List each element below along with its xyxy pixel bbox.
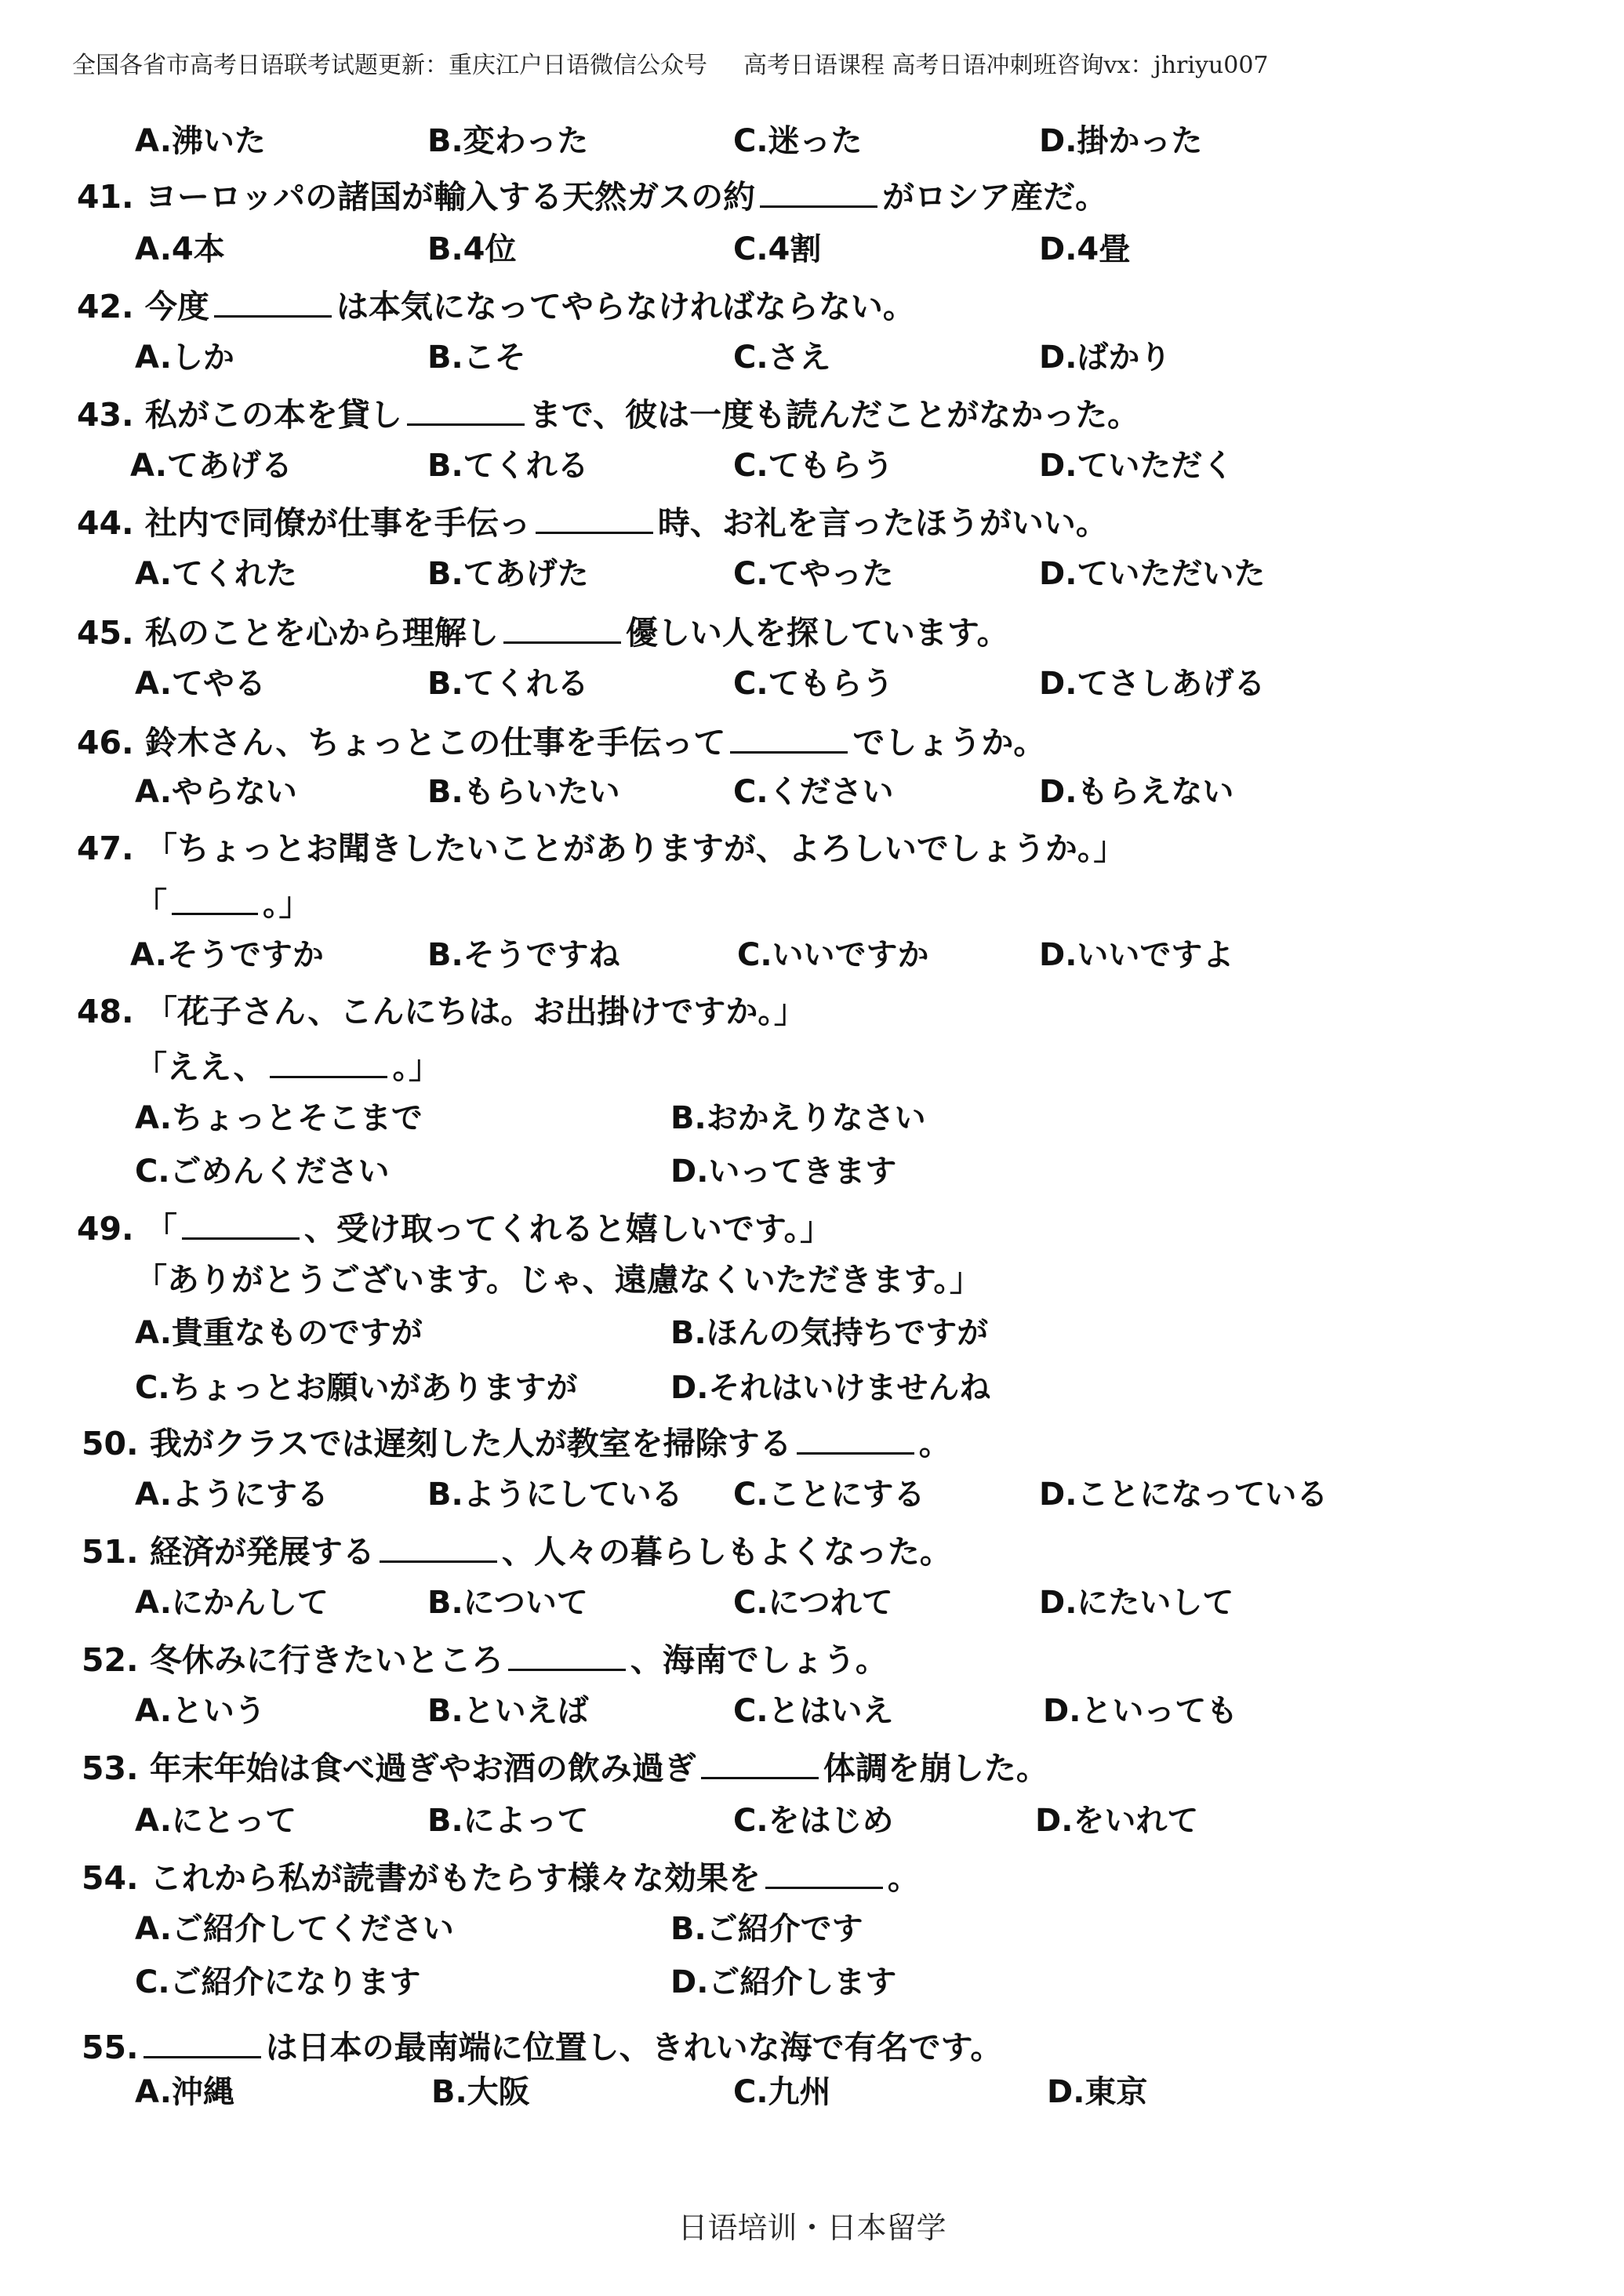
q55-option-c: C.九州	[733, 2074, 831, 2110]
q54-stem-start: 54. これから私が読書がもたらす様々な効果を	[82, 1859, 761, 1897]
q44-option-c: C.てやった	[733, 556, 894, 592]
q50-stem-end: 。	[918, 1425, 951, 1462]
q50-stem-start: 50. 我がクラスでは遅刻した人が教室を掃除する	[82, 1425, 792, 1462]
q54-blank	[765, 1860, 883, 1889]
q40-option-a: A.沸いた	[135, 123, 266, 159]
q45-option-c: C.てもらう	[733, 666, 894, 702]
q53-option-d: D.をいれて	[1035, 1803, 1199, 1839]
q47-blank	[172, 886, 258, 915]
q52-stem-end: 、海南でしょう。	[630, 1641, 888, 1679]
q50-option-c: C.ことにする	[733, 1477, 925, 1513]
q52-stem-start: 52. 冬休みに行きたいところ	[82, 1641, 503, 1679]
q44-option-d: D.ていただいた	[1039, 556, 1266, 592]
page-header	[72, 45, 1562, 80]
q51-option-a: A.にかんして	[135, 1585, 329, 1621]
q43-stem-start: 43. 私がこの本を貸し	[77, 396, 402, 434]
q49-stem-end: 、受け取ってくれると嬉しいです。」	[303, 1210, 833, 1248]
q40-option-b: B.変わった	[427, 123, 589, 159]
q54-option-d: D.ご紹介します	[670, 1964, 897, 2000]
q44-option-b: B.てあげた	[427, 556, 589, 592]
q49-blank	[182, 1211, 300, 1240]
q47-option-d: D.いいですよ	[1039, 937, 1234, 973]
question-49	[77, 1210, 833, 1248]
question-41	[77, 178, 1108, 216]
question-46	[77, 725, 1045, 759]
q55-option-d: D.東京	[1047, 2074, 1148, 2110]
q48-option-b: B.おかえりなさい	[670, 1100, 926, 1136]
q44-blank	[536, 505, 653, 534]
q49-option-d: D.それはいけませんね	[670, 1370, 991, 1406]
question-48-reply	[135, 1049, 441, 1084]
question-45	[77, 614, 1009, 652]
q47-option-c: C.いいですか	[737, 937, 929, 973]
q49-option-c: C.ちょっとお願いがありますが	[135, 1370, 578, 1406]
q51-option-d: D.にたいして	[1039, 1585, 1234, 1621]
q52-option-a: A.という	[135, 1693, 266, 1729]
q48-blank	[270, 1049, 387, 1078]
q40-option-d: D.掛かった	[1039, 123, 1203, 159]
q54-option-c: C.ご紹介になります	[135, 1964, 421, 2000]
q41-option-a: A.4本	[135, 231, 225, 267]
q53-option-c: C.をはじめ	[733, 1803, 894, 1839]
q55-blank	[144, 2029, 261, 2058]
q41-stem-end: がロシア産だ。	[882, 178, 1108, 216]
q51-option-b: B.について	[427, 1585, 588, 1621]
q41-stem-start: 41. ヨーロッパの諸国が輸入する天然ガスの約	[77, 178, 756, 216]
question-54	[82, 1860, 920, 1895]
q51-option-c: C.につれて	[733, 1585, 893, 1621]
q45-option-b: B.てくれる	[427, 666, 589, 702]
q46-option-c: C.ください	[733, 774, 894, 810]
q46-option-b: B.もらいたい	[427, 774, 620, 810]
q42-stem-start: 42. 今度	[77, 288, 209, 325]
question-53	[82, 1750, 1048, 1785]
question-42	[77, 289, 915, 323]
q53-blank	[701, 1750, 819, 1779]
q50-option-d: D.ことになっている	[1039, 1477, 1328, 1513]
q51-blank	[380, 1534, 497, 1563]
question-47: 47. 「ちょっとお聞きしたいことがありますが、よろしいでしょうか。」	[77, 830, 1126, 867]
q55-option-b: B.大阪	[431, 2074, 530, 2110]
q52-option-d: D.といっても	[1043, 1693, 1238, 1729]
q53-option-a: A.にとって	[135, 1803, 297, 1839]
q54-option-a: A.ご紹介してください	[135, 1911, 454, 1947]
q41-option-b: B.4位	[427, 231, 517, 267]
q46-stem-start: 46. 鈴木さん、ちょっとこの仕事を手伝って	[77, 724, 726, 761]
q45-blank	[503, 615, 621, 644]
q40-option-c: C.迷った	[733, 123, 863, 159]
q55-stem-end: は日本の最南端に位置し、きれいな海で有名です。	[265, 2029, 1003, 2066]
q51-stem-start: 51. 経済が発展する	[82, 1533, 375, 1571]
q44-option-a: A.てくれた	[135, 556, 297, 592]
q41-blank	[760, 179, 877, 208]
question-51	[82, 1533, 952, 1571]
q42-option-a: A.しか	[135, 340, 234, 376]
q42-option-b: B.こそ	[427, 340, 526, 376]
q53-stem-end: 体調を崩した。	[823, 1749, 1048, 1787]
q52-blank	[508, 1642, 626, 1671]
q43-option-c: C.てもらう	[733, 448, 894, 484]
q52-option-b: B.といえば	[427, 1693, 589, 1729]
q54-option-b: B.ご紹介です	[670, 1911, 863, 1947]
q48-reply-close: 。」	[392, 1048, 441, 1086]
question-47-reply	[135, 886, 311, 921]
q47-option-a: A.そうですか	[130, 937, 324, 973]
page-footer: 日语培训・日本留学	[678, 2211, 946, 2245]
q50-option-b: B.ようにしている	[427, 1477, 683, 1513]
question-48: 48. 「花子さん、こんにちは。お出掛けですか。」	[77, 993, 806, 1030]
q51-stem-end: 、人々の暮らしもよくなった。	[501, 1533, 952, 1571]
q41-option-d: D.4畳	[1039, 231, 1131, 267]
q43-option-b: B.てくれる	[427, 448, 589, 484]
question-44	[77, 504, 1108, 542]
q48-option-d: D.いってきます	[670, 1153, 897, 1190]
q45-stem-end: 優しい人を探しています。	[625, 614, 1009, 652]
q41-option-c: C.4割	[733, 231, 822, 267]
q44-stem-end: 時、お礼を言ったほうがいい。	[657, 504, 1108, 542]
q52-option-c: C.とはいえ	[733, 1693, 894, 1729]
q55-number: 55.	[82, 2029, 139, 2066]
q47-reply-close: 。」	[263, 885, 311, 923]
q53-option-b: B.によって	[427, 1803, 589, 1839]
q44-stem-start: 44. 社内で同僚が仕事を手伝っ	[77, 504, 531, 542]
q47-reply-open: 「	[135, 885, 167, 923]
question-49-reply: 「ありがとうございます。じゃ、遠慮なくいただきます。」	[135, 1261, 982, 1299]
question-43	[77, 396, 1140, 434]
q42-blank	[214, 289, 332, 318]
q48-option-c: C.ごめんください	[135, 1153, 390, 1190]
q45-stem-start: 45. 私のことを心から理解し	[77, 614, 499, 652]
q54-stem-end: 。	[887, 1859, 920, 1897]
q46-blank	[730, 725, 848, 754]
q50-blank	[797, 1426, 914, 1455]
q46-option-d: D.もらえない	[1039, 774, 1234, 810]
header-left: 全国各省市高考日语联考试题更新：重庆江户日语微信公众号	[72, 52, 707, 79]
q53-stem-start: 53. 年末年始は食べ過ぎやお酒の飲み過ぎ	[82, 1749, 696, 1787]
q49-stem-start: 49. 「	[77, 1210, 177, 1248]
header-right: 高考日语课程 高考日语冲刺班咨询vx：jhriyu007	[743, 52, 1269, 79]
q42-option-d: D.ばかり	[1039, 340, 1172, 376]
q49-option-a: A.貴重なものですが	[135, 1315, 423, 1351]
question-52	[82, 1642, 888, 1677]
q46-stem-end: でしょうか。	[852, 724, 1046, 761]
q55-option-a: A.沖縄	[135, 2074, 234, 2110]
q46-option-a: A.やらない	[135, 774, 297, 810]
q50-option-a: A.ようにする	[135, 1477, 329, 1513]
q49-option-b: B.ほんの気持ちですが	[670, 1315, 989, 1351]
q43-option-a: A.てあげる	[130, 448, 292, 484]
q48-option-a: A.ちょっとそこまで	[135, 1100, 423, 1136]
question-55	[82, 2029, 1002, 2064]
q47-option-b: B.そうですね	[427, 937, 620, 973]
q43-blank	[407, 397, 525, 426]
q45-option-d: D.てさしあげる	[1039, 666, 1266, 702]
question-50	[82, 1426, 951, 1460]
q45-option-a: A.てやる	[135, 666, 266, 702]
q48-reply-open: 「ええ、	[135, 1048, 266, 1086]
q42-option-c: C.さえ	[733, 340, 831, 376]
q43-stem-end: まで、彼は一度も読んだことがなかった。	[529, 396, 1140, 434]
q42-stem-end: は本気になってやらなければならない。	[336, 288, 915, 325]
q43-option-d: D.ていただく	[1039, 448, 1234, 484]
